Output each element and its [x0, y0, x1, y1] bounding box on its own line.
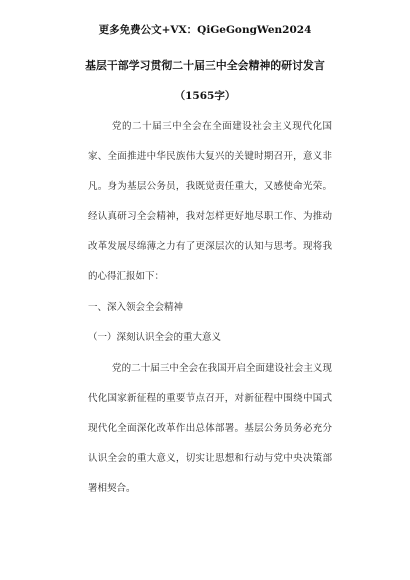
intro-paragraph [88, 112, 332, 292]
word-count: （1565字） [174, 90, 236, 102]
section-heading [88, 293, 332, 323]
paragraph-line: 党的二十届三中全会在我国开启全面建设社会主义现 [112, 363, 332, 374]
paragraph-line: 的心得汇报如下： [88, 271, 165, 282]
subsection-heading [88, 323, 332, 353]
paragraph-line: 代化国家新征程的重要节点召开，对新征程中围绕中国式 [88, 393, 332, 404]
promo-header: 更多免费公文+VX：QiGeGongWen2024 [98, 24, 312, 36]
paragraph-line: 署相契合。 [88, 483, 136, 494]
section-heading-text: 一、深入领会全会精神 [88, 302, 184, 313]
paragraph-line: 党的二十届三中全会在全面建设社会主义现代化国 [112, 121, 332, 132]
paragraph-line: 经认真研习全会精神，我对怎样更好地尽职工作、为推动 [88, 211, 332, 222]
paragraph-line: 改革发展尽绵薄之力有了更深层次的认知与思考。现将我 [88, 241, 332, 252]
paragraph-line: 现代化全面深化改革作出总体部署。基层公务员务必充分 [88, 423, 332, 434]
paragraph-line: 家、全面推进中华民族伟大复兴的关键时期召开，意义非 [88, 151, 332, 162]
document-body [0, 15, 410, 504]
paragraph-line: 凡。身为基层公务员，我既觉责任重大，又感使命光荣。 [88, 181, 332, 192]
subsection-paragraph [88, 354, 332, 504]
document-title: 基层干部学习贯彻二十届三中全会精神的研讨发言 [85, 59, 325, 72]
subsection-heading-text: （一）深刻认识全会的重大意义 [88, 332, 222, 343]
paragraph-line: 认识全会的重大意义，切实让思想和行动与党中央决策部 [88, 453, 332, 464]
